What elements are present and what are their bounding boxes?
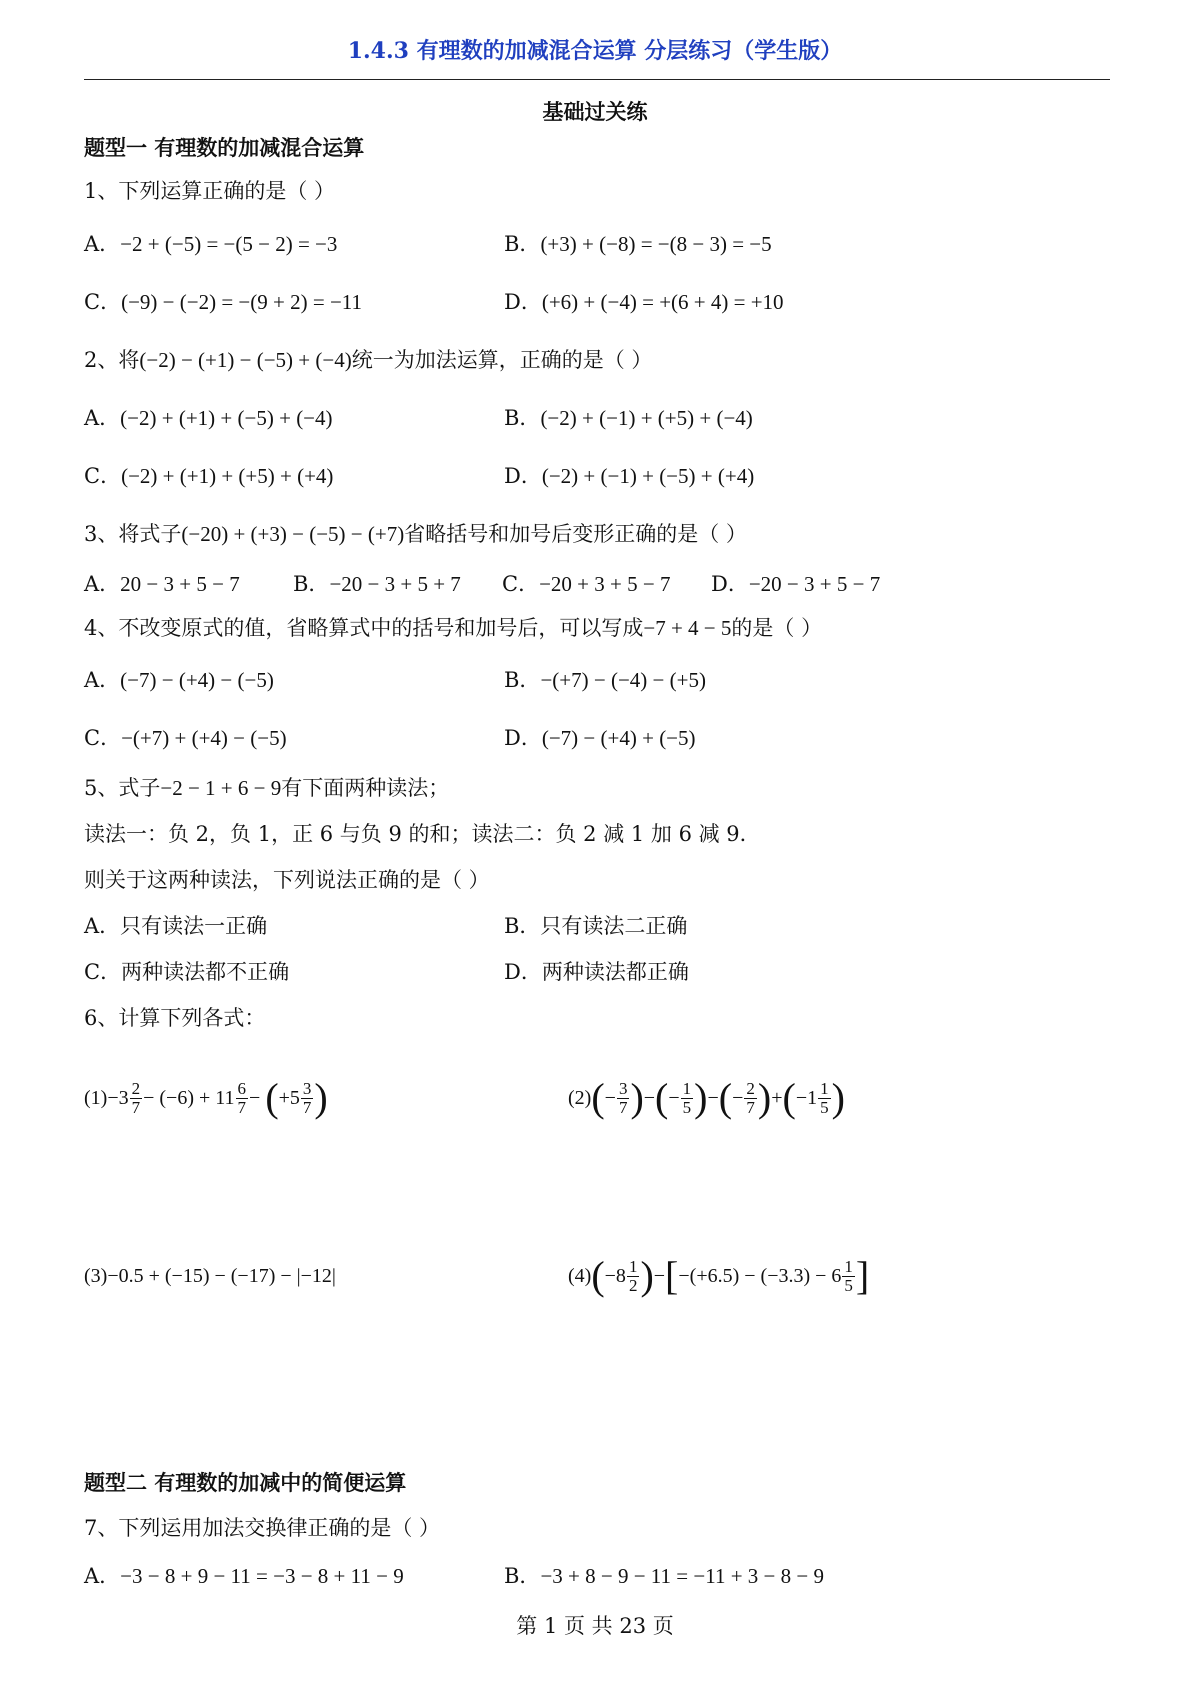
- q2-option-a: A．(−2) + (+1) + (−5) + (−4): [84, 406, 333, 430]
- q1-option-b: B．(+3) + (−8) = −(8 − 3) = −5: [504, 232, 772, 256]
- page-title: 1.4.3 有理数的加减混合运算 分层练习（学生版）: [347, 38, 843, 64]
- q5-question-line: 则关于这两种读法，下列说法正确的是（ ）: [84, 868, 490, 892]
- q2-option-c: C．(−2) + (+1) + (+5) + (+4): [84, 464, 334, 488]
- q1-option-d: D．(+6) + (−4) = +(6 + 4) = +10: [504, 290, 784, 314]
- section-title-1: 题型一 有理数的加减混合运算: [84, 135, 365, 160]
- q5-option-a: A．只有读法一正确: [84, 914, 268, 938]
- q5-stem: 5、式子−2 − 1 + 6 − 9有下面两种读法；: [84, 776, 450, 800]
- q4-option-d: D．(−7) − (+4) + (−5): [504, 726, 696, 750]
- q5-reading-line: 读法一：负 2，负 1，正 6 与负 9 的和；读法二：负 2 减 1 加 6 减 9．: [84, 822, 761, 846]
- q7-option-a: A．−3 − 8 + 9 − 11 = −3 − 8 + 11 − 9: [84, 1564, 404, 1588]
- q2-stem: 2、将(−2) − (+1) − (−5) + (−4)统一为加法运算，正确的是（ ）: [84, 348, 653, 372]
- page-footer: 第 1 页 共 23 页: [516, 1614, 674, 1638]
- q3-stem: 3、将式子(−20) + (+3) − (−5) − (+7)省略括号和加号后变形正确的是（ ）: [84, 522, 747, 546]
- q5-option-d: D．两种读法都正确: [504, 960, 689, 984]
- q1-a-expr: −2 + (−5) = −(5 − 2) = −3: [120, 232, 338, 256]
- q4-stem: 4、不改变原式的值，省略算式中的括号和加号后，可以写成−7 + 4 − 5的是（ ）: [84, 616, 823, 640]
- q4-option-c: C．−(+7) + (+4) − (−5): [84, 726, 287, 750]
- q6-part1: (1) −3 2 7 − (−6) + 11 6 7 − ( +5 3 7 ): [84, 1075, 328, 1120]
- section-title-2: 题型二 有理数的加减中的简便运算: [84, 1470, 407, 1495]
- q1-d-expr: (+6) + (−4) = +(6 + 4) = +10: [541, 290, 784, 314]
- q6-part3: (3) −0.5 + (−15) − (−17) − |−12|: [84, 1264, 336, 1287]
- q5-option-b: B．只有读法二正确: [504, 914, 688, 938]
- q7-stem: 7、下列运用加法交换律正确的是（ ）: [84, 1516, 441, 1540]
- q6-part4: (4) ( −8 1 2 ) − [ −(+6.5) − (−3.3) − 6 1 5 ]: [568, 1253, 870, 1298]
- q3-option-b: B．−20 − 3 + 5 + 7: [293, 572, 461, 596]
- header-divider: [84, 79, 1110, 80]
- q3-option-c: C．−20 + 3 + 5 − 7: [502, 572, 671, 596]
- q2-option-d: D．(−2) + (−1) + (−5) + (+4): [504, 464, 755, 488]
- q6-stem: 6、计算下列各式：: [84, 1006, 266, 1030]
- q5-option-c: C．两种读法都不正确: [84, 960, 290, 984]
- q1-option-c: C．(−9) − (−2) = −(9 + 2) = −11: [84, 290, 363, 314]
- q1-b-expr: (+3) + (−8) = −(8 − 3) = −5: [540, 232, 772, 256]
- q2-stem-expr: (−2) − (+1) − (−5) + (−4): [139, 348, 352, 372]
- q1-stem: 1、下列运算正确的是（ ）: [84, 179, 336, 203]
- q1-c-expr: (−9) − (−2) = −(9 + 2) = −11: [121, 290, 363, 314]
- q3-option-d: D．−20 − 3 + 5 − 7: [711, 572, 881, 596]
- q1-option-a: A．−2 + (−5) = −(5 − 2) = −3: [84, 232, 338, 256]
- q6-part2: (2) ( − $\frac{3}{7}$ ) − ( − $\frac{1}{5}$ ) − ( − $\frac{2}{7}$ ) + ( −1 1 5 ): [568, 1075, 845, 1120]
- q3-option-a: A．20 − 3 + 5 − 7: [84, 572, 240, 596]
- q4-option-a: A．(−7) − (+4) − (−5): [84, 668, 274, 692]
- section-heading-basic: 基础过关练: [542, 99, 648, 124]
- q4-option-b: B．−(+7) − (−4) − (+5): [504, 668, 706, 692]
- q2-option-b: B．(−2) + (−1) + (+5) + (−4): [504, 406, 753, 430]
- q7-option-b: B．−3 + 8 − 9 − 11 = −11 + 3 − 8 − 9: [504, 1564, 824, 1588]
